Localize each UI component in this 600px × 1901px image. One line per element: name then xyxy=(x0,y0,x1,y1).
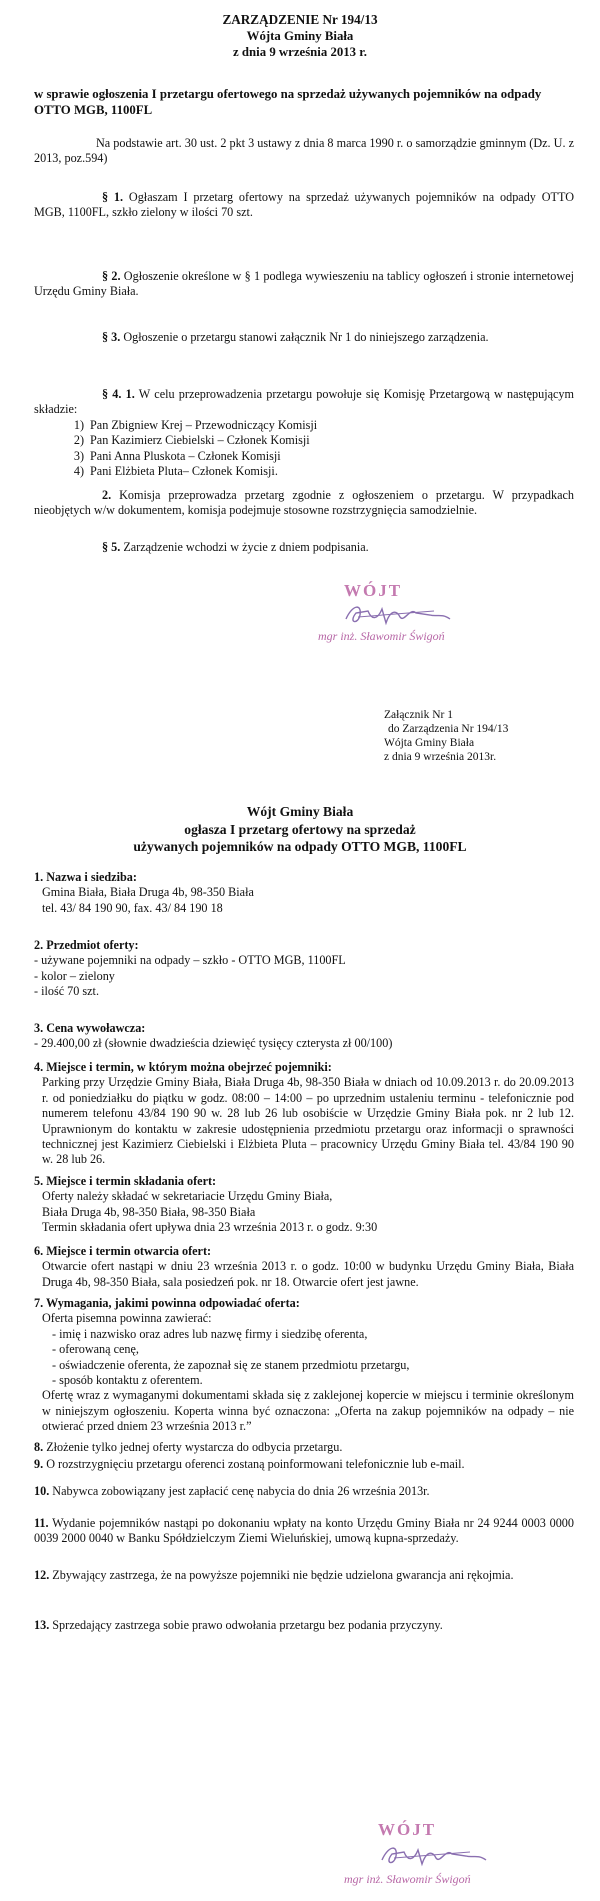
list-item xyxy=(60,418,420,433)
document-header xyxy=(0,12,600,60)
list-item xyxy=(60,433,420,448)
paragraph-3 xyxy=(34,330,574,345)
section-line: - ilość 70 szt. xyxy=(34,984,99,999)
document-title: ZARZĄDZENIE Nr 194/13 xyxy=(222,12,378,27)
section-line: - kolor – zielony xyxy=(34,968,115,983)
section-8 xyxy=(34,1440,574,1455)
section-11 xyxy=(34,1516,574,1547)
section-7 xyxy=(34,1296,574,1435)
section-text: Nabywca zobowiązany jest zapłacić cenę nabycia do dnia 26 września 2013r. xyxy=(49,1484,430,1498)
signature-scribble-icon xyxy=(338,597,458,631)
section-5 xyxy=(34,1174,574,1236)
legal-basis-text: Na podstawie art. 30 ust. 2 pkt 3 ustawy z dnia 8 marca 1990 r. o samorządzie gminnym (Dz. U. z 2013, poz.594) xyxy=(34,136,574,166)
section-text: Złożenie tylko jednej oferty wystarcza do odbycia przetargu. xyxy=(43,1440,343,1454)
section-heading: 2. Przedmiot oferty: xyxy=(34,938,139,952)
paragraph-4-2 xyxy=(34,488,574,519)
announcement-title-line: Wójt Gminy Biała xyxy=(246,804,354,819)
annex-line: Wójta Gminy Biała xyxy=(384,737,475,749)
paragraph-text: W celu przeprowadzenia przetargu powołuje się Komisję Przetargową w następującym składzie: xyxy=(34,387,575,417)
section-number: 9. xyxy=(34,1457,44,1471)
signatory-name: mgr inż. Sławomir Świgoń xyxy=(344,1872,471,1886)
paragraph-text: Ogłaszam I przetarg ofertowy na sprzedaż używanych pojemników na odpady OTTO MGB, 1100FL, szkło zielony w ilości 70 szt. xyxy=(34,190,574,220)
paragraph-mark: § 2. xyxy=(102,269,121,283)
section-number: 13. xyxy=(34,1618,50,1632)
commission-member: Pani Anna Pluskota – Członek Komisji xyxy=(90,448,281,463)
paragraph-text: Ogłoszenie określone w § 1 podlega wywieszeniu na tablicy ogłoszeń i stronie internetowej Urzędu Gminy Biała. xyxy=(34,269,574,299)
announcement-title-line: używanych pojemników na odpady OTTO MGB, 1100FL xyxy=(133,839,467,854)
section-line: Oferty należy składać w sekretariacie Urzędu Gminy Biała, xyxy=(42,1189,333,1204)
section-text: Wydanie pojemników nastąpi po dokonaniu wpłaty na konto Urzędu Gminy Biała nr 24 9244 0003 0000 0039 2000 0040 w Banku Spółdzielczym Ziemi Wieluńskiej, umową kupna-sprzedaży. xyxy=(34,1516,574,1546)
section-line: Biała Druga 4b, 98-350 Biała, 98-350 Biała xyxy=(42,1204,256,1219)
section-heading: 7. Wymagania, jakimi powinna odpowiadać oferta: xyxy=(34,1296,300,1310)
section-text: Zbywający zastrzega, że na powyższe pojemniki nie będzie udzielona gwarancja ani rękojmia. xyxy=(49,1568,514,1582)
section-line: - oferowaną cenę, xyxy=(52,1342,139,1357)
section-number: 10. xyxy=(34,1484,50,1498)
paragraph-text: Komisja przeprowadza przetarg zgodnie z ogłoszeniem o przetargu. W przypadkach nieobjętych w/w dokumentem, komisja podejmuje stosowne rozstrzygnięcia samodzielnie. xyxy=(34,488,574,518)
annex-line: do Zarządzenia Nr 194/13 xyxy=(388,723,509,735)
section-heading: 6. Miejsce i termin otwarcia ofert: xyxy=(34,1244,212,1258)
document-subject: w sprawie ogłoszenia I przetargu ofertowego na sprzedaż używanych pojemników na odpady OTTO MGB, 1100FL xyxy=(34,87,542,117)
section-12 xyxy=(34,1568,574,1583)
section-line: Oferta pisemna powinna zawierać: xyxy=(42,1311,212,1326)
section-line: Termin składania ofert upływa dnia 23 września 2013 r. o godz. 9:30 xyxy=(42,1220,378,1235)
stamp-title: WÓJT xyxy=(378,1820,437,1839)
section-9 xyxy=(34,1457,574,1472)
section-number: 11. xyxy=(34,1516,49,1530)
commission-member: Pan Zbigniew Krej – Przewodniczący Komisji xyxy=(90,418,318,432)
paragraph-text: Zarządzenie wchodzi w życie z dniem podpisania. xyxy=(120,540,369,554)
paragraph-1 xyxy=(34,190,574,221)
section-line: - imię i nazwisko oraz adres lub nazwę firmy i siedzibę oferenta, xyxy=(52,1326,368,1341)
signatory-name: mgr inż. Sławomir Świgoń xyxy=(318,629,445,643)
announcement-title xyxy=(0,803,600,856)
paragraph-4 xyxy=(34,387,574,418)
list-number: 4) xyxy=(73,464,84,479)
section-line: tel. 43/ 84 190 90, fax. 43/ 84 190 18 xyxy=(42,900,223,915)
list-number: 3) xyxy=(73,448,84,463)
section-2 xyxy=(34,938,574,1000)
list-number: 1) xyxy=(73,418,84,432)
annex-line: Załącznik Nr 1 xyxy=(384,709,453,721)
announcement-title-line: ogłasza I przetarg ofertowy na sprzedaż xyxy=(184,821,416,837)
section-1 xyxy=(34,870,574,916)
section-number: 8. xyxy=(34,1440,44,1454)
commission-list xyxy=(60,418,420,480)
list-item xyxy=(60,464,420,479)
section-6 xyxy=(34,1244,574,1290)
paragraph-mark: § 3. xyxy=(102,330,121,344)
section-13 xyxy=(34,1618,574,1633)
paragraph-mark: § 4. 1. xyxy=(102,387,135,401)
section-heading: 3. Cena wywoławcza: xyxy=(34,1021,146,1035)
section-line: - używane pojemniki na odpady – szkło - OTTO MGB, 1100FL xyxy=(34,953,346,968)
section-line: Gmina Biała, Biała Druga 4b, 98-350 Biała xyxy=(42,885,254,900)
stamp-title: WÓJT xyxy=(344,581,403,600)
annex-line: z dnia 9 września 2013r. xyxy=(384,751,497,763)
paragraph-mark: § 5. xyxy=(102,540,121,554)
legal-basis xyxy=(34,136,574,167)
signature-stamp xyxy=(342,1822,522,1892)
signature-stamp xyxy=(318,583,478,643)
section-10 xyxy=(34,1484,574,1499)
section-text: O rozstrzygnięciu przetargu oferenci zostaną poinformowani telefonicznie lub e-mail. xyxy=(43,1457,465,1471)
paragraph-text: Ogłoszenie o przetargu stanowi załącznik Nr 1 do niniejszego zarządzenia. xyxy=(120,330,489,344)
list-item xyxy=(60,449,420,464)
section-text: Sprzedający zastrzega sobie prawo odwołania przetargu bez podania przyczyny. xyxy=(49,1618,443,1632)
section-heading: 1. Nazwa i siedziba: xyxy=(34,870,137,884)
section-number: 12. xyxy=(34,1568,50,1582)
section-heading: 5. Miejsce i termin składania ofert: xyxy=(34,1174,217,1188)
annex-note xyxy=(384,708,584,764)
document-issuer: Wójta Gminy Biała xyxy=(246,29,354,43)
section-line: - 29.400,00 zł (słownie dwadzieścia dziewięć tysięcy czterysta zł 00/100) xyxy=(34,1036,393,1051)
signature-scribble-icon xyxy=(376,1836,496,1872)
paragraph-mark: 2. xyxy=(102,488,112,502)
list-number: 2) xyxy=(73,433,84,448)
paragraph-2 xyxy=(34,269,574,300)
section-body: Parking przy Urzędzie Gminy Biała, Biała Druga 4b, 98-350 Biała w dniach od 10.09.2013 r. do 20.09.2013 r. od poniedziałku do piątku w godz. 08:00 – 14:00 – po uprzednim ustaleniu terminu - telefonicznie pod numerem telefonu 43/84 190 90 w. 28 lub 26 lub osobiście w Urzędzie Gminy Biała pok. nr 2 lub 12. Uprawnionym do kontaktu w zakresie udostępnienia przedmiotu przetargu oraz informacji o sprawności technicznej jest Kazimierz Ciebielski i Elżbieta Pluta – pracownicy Urzędu Gminy Biała tel. 43/84 190 90 w. 28 lub 26. xyxy=(42,1075,574,1167)
section-body: Ofertę wraz z wymaganymi dokumentami składa się z zaklejonej kopercie w miejscu i terminie określonym w niniejszym ogłoszeniu. Koperta winna być oznaczona: „Oferta na zakup pojemników na odpady – nie otwierać przed dniem 23 września 2013 r.” xyxy=(42,1388,574,1434)
section-3 xyxy=(34,1021,574,1052)
section-heading: 4. Miejsce i termin, w którym można obejrzeć pojemniki: xyxy=(34,1060,332,1074)
section-body: Otwarcie ofert nastąpi w dniu 23 września 2013 r. o godz. 10:00 w budynku Urzędu Gminy Biała, Biała Druga 4b, 98-350 Biała, sala posiedzeń pok. nr 18. Otwarcie ofert jest jawne. xyxy=(42,1259,574,1289)
section-line: - sposób kontaktu z oferentem. xyxy=(52,1373,203,1388)
paragraph-5 xyxy=(34,540,574,555)
document-date: z dnia 9 września 2013 r. xyxy=(233,45,367,59)
section-4 xyxy=(34,1060,574,1168)
paragraph-mark: § 1. xyxy=(102,190,124,204)
section-line: - oświadczenie oferenta, że zapoznał się ze stanem przedmiotu przetargu, xyxy=(52,1357,410,1372)
commission-member: Pani Elżbieta Pluta– Członek Komisji. xyxy=(90,464,278,479)
commission-member: Pan Kazimierz Ciebielski – Członek Komisji xyxy=(90,433,310,448)
